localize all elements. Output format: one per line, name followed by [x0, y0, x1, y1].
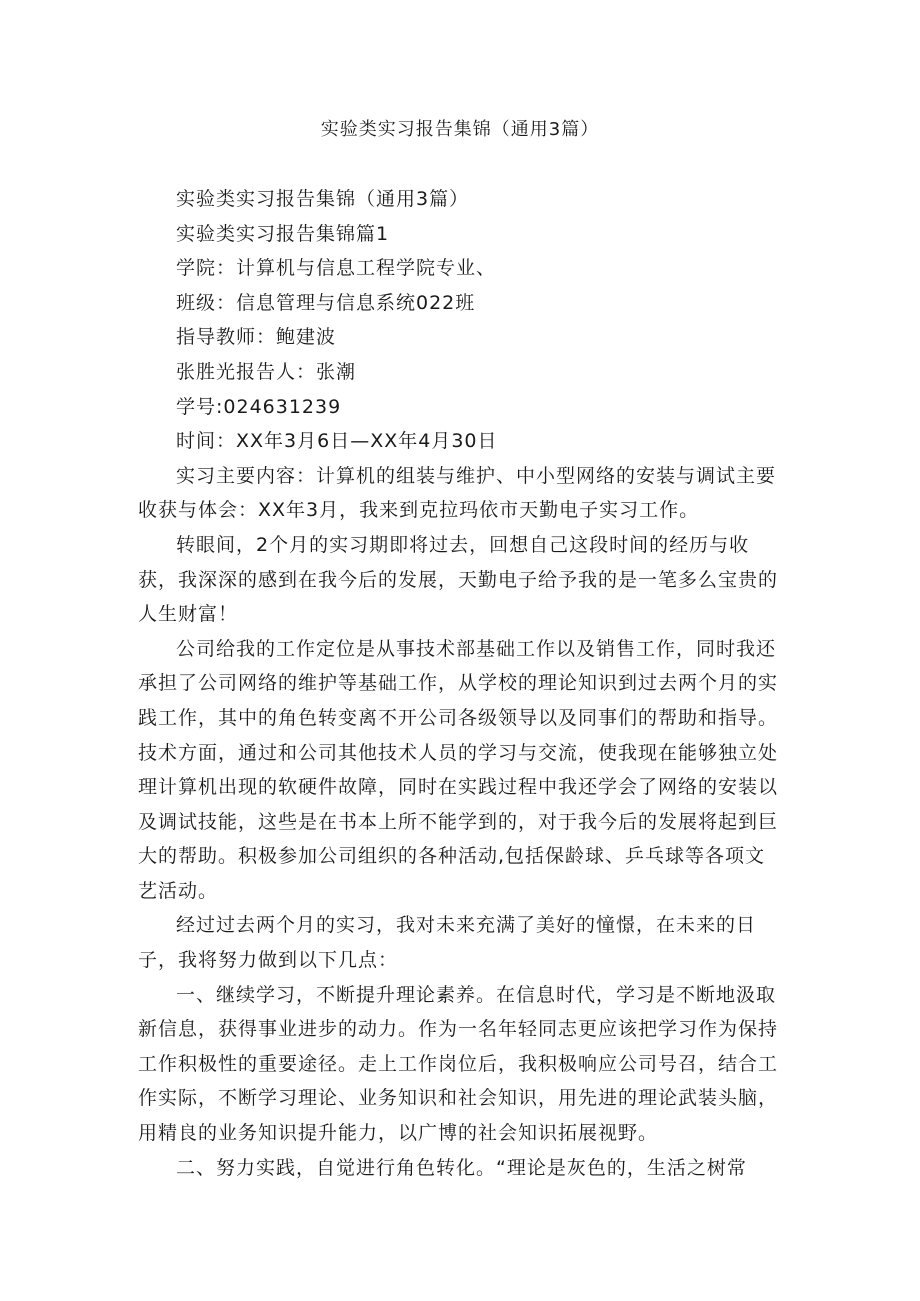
paragraph-college: 学院：计算机与信息工程学院专业、 — [176, 257, 497, 280]
paragraph-time: 时间：XX年3月6日—XX年4月30日 — [176, 430, 498, 453]
paragraph-student-id: 学号:024631239 — [176, 395, 342, 418]
paragraph-section-heading: 实验类实习报告集锦篇1 — [176, 222, 390, 245]
paragraph-reflection: 转眼间，2个月的实习期即将过去，回想自己这段时间的经历与收获，我深深的感到在我今后的发展，天勤电子给予我的是一笔多么宝贵的人生财富！ — [138, 533, 779, 626]
paragraph-future-plan: 经过过去两个月的实习，我对未来充满了美好的憧憬，在未来的日子，我将努力做到以下几点： — [138, 914, 757, 972]
paragraph-point-two: 二、努力实践，自觉进行角色转化。“理论是灰色的，生活之树常 — [176, 1156, 747, 1179]
paragraph-advisor: 指导教师：鲍建波 — [176, 326, 337, 349]
paragraph-main-content: 实习主要内容：计算机的组装与维护、中小型网络的安装与调试主要收获与体会：XX年3月，我来到克拉玛依市天勤电子实习工作。 — [138, 464, 777, 522]
document-title: 实验类实习报告集锦（通用3篇） — [320, 119, 600, 140]
paragraph-work-role: 公司给我的工作定位是从事技术部基础工作以及销售工作，同时我还承担了公司网络的维护等基础工作，从学校的理论知识到过去两个月的实践工作，其中的角色转变离不开公司各级领导以及同事们的帮助和指导。技术方面，通过和公司其他技术人员的学习与交流，使我现在能够独立处理计算机出现的软硬件故障，同时在实践过程中我还学会了网络的安装以及调试技能，这些是在书本上所不能学到的，对于我今后的发展将起到巨大的帮助。积极参加公司组织的各种活动,包括保龄球、乒乓球等各项文艺活动。 — [138, 637, 779, 902]
paragraph-class: 班级：信息管理与信息系统022班 — [176, 291, 476, 314]
document-body — [138, 182, 778, 1185]
paragraph-subtitle: 实验类实习报告集锦（通用3篇） — [176, 188, 470, 210]
paragraph-reporter: 张胜光报告人：张潮 — [176, 360, 357, 383]
paragraph-point-one: 一、继续学习，不断提升理论素养。在信息时代，学习是不断地汲取新信息，获得事业进步的动力。作为一名年轻同志更应该把学习作为保持工作积极性的重要途径。走上工作岗位后，我积极响应公司号召，结合工作实际，不断学习理论、业务知识和社会知识，用先进的理论武装头脑，用精良的业务知识提升能力，以广博的社会知识拓展视野。 — [138, 983, 779, 1145]
